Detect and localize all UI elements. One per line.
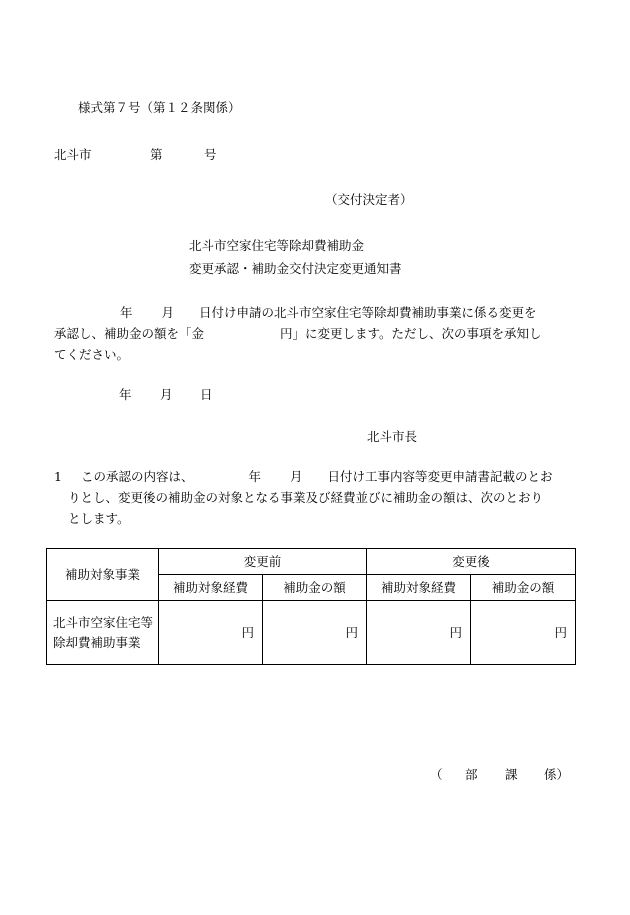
body-month: 月	[161, 305, 175, 320]
row-business-name	[47, 601, 159, 665]
body-text-2a: 承認し、補助金の額を「金	[54, 326, 205, 341]
header-before-expense: 補助対象経費	[159, 575, 263, 601]
body-text-3: てください。	[54, 347, 130, 362]
reference-city: 北斗市	[54, 147, 92, 162]
after-expense-cell: 円	[367, 601, 471, 665]
subsidy-table	[46, 548, 576, 665]
item-1	[54, 466, 594, 529]
footer-kakari: 係）	[544, 767, 570, 782]
reference-dai: 第	[150, 147, 163, 162]
row-business-line-1: 北斗市空家住宅等	[53, 614, 154, 630]
body-text-1: 日付け申請の北斗市空家住宅等除却費補助事業に係る変更を	[199, 305, 537, 320]
header-business: 補助対象事業	[47, 549, 159, 601]
form-number: 様式第７号（第１２条関係）	[78, 100, 241, 115]
issuer: 北斗市長	[367, 429, 418, 444]
date-year: 年	[119, 387, 132, 402]
body-text-2b: 円」に変更します。ただし、次の事項を承知し	[280, 326, 542, 341]
header-before: 変更前	[159, 549, 367, 575]
footer-ka: 課	[505, 767, 518, 782]
body-paragraph	[54, 302, 584, 365]
footer-open-paren: （	[430, 767, 443, 782]
item-1-text-a: この承認の内容は、	[80, 469, 194, 484]
item-1-text-b: 日付け工事内容等変更申請書記載のとお	[327, 469, 553, 484]
date-day: 日	[200, 387, 213, 402]
footer-bu: 部	[465, 767, 478, 782]
header-after-expense: 補助対象経費	[367, 575, 471, 601]
before-expense-cell: 円	[159, 601, 263, 665]
reference-go: 号	[204, 147, 217, 162]
before-amount-cell: 円	[263, 601, 367, 665]
date-month: 月	[160, 387, 173, 402]
header-after-amount: 補助金の額	[471, 575, 576, 601]
item-1-month: 月	[289, 469, 303, 484]
item-1-line-3: とします。	[68, 511, 130, 526]
title-line-2: 変更承認・補助金交付決定変更通知書	[189, 261, 402, 276]
header-after: 変更後	[367, 549, 576, 575]
header-before-amount: 補助金の額	[263, 575, 367, 601]
title-line-1: 北斗市空家住宅等除却費補助金	[189, 238, 365, 253]
addressee: （交付決定者）	[325, 192, 413, 207]
body-year: 年	[120, 305, 133, 320]
item-1-line-2: りとし、変更後の補助金の対象となる事業及び経費並びに補助金の額は、次のとおり	[68, 490, 544, 505]
row-business-line-2: 除却費補助事業	[53, 634, 141, 650]
item-1-year: 年	[248, 469, 261, 484]
after-amount-cell: 円	[471, 601, 576, 665]
item-1-number: 1	[54, 469, 62, 484]
